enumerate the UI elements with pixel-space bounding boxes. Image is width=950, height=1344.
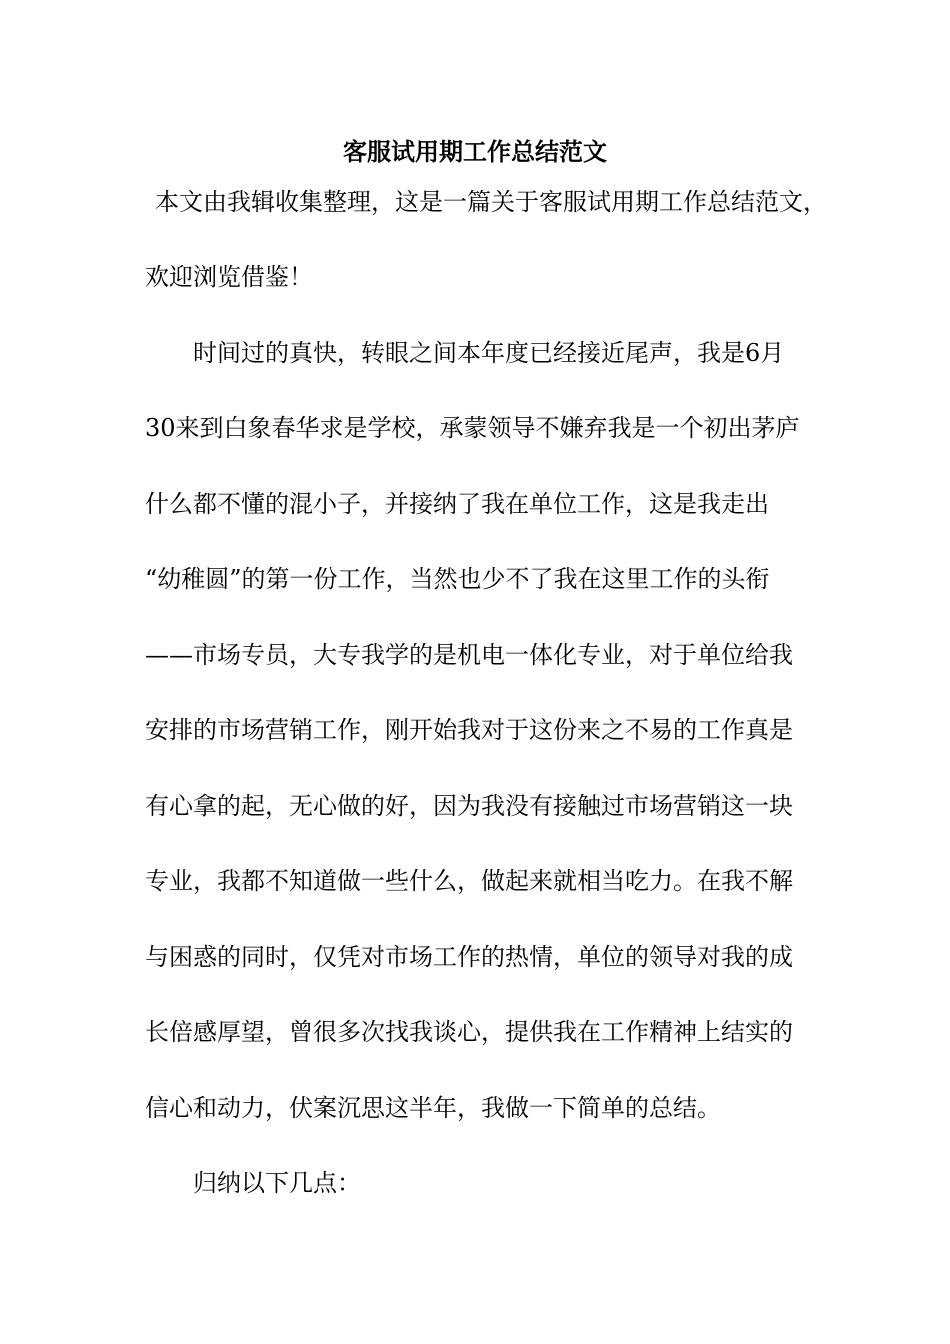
paragraph-line: 有心拿的起，无心做的好，因为我没有接触过市场营销这一块 <box>145 792 793 820</box>
paragraph-line: 时间过的真快，转眼之间本年度已经接近尾声，我是6月 <box>193 339 785 367</box>
paragraph-line: 本文由我辑收集整理，这是一篇关于客服试用期工作总结范文， <box>155 188 827 216</box>
document-title: 客服试用期工作总结范文 <box>343 137 607 166</box>
paragraph-line: 欢迎浏览借鉴！ <box>145 263 313 291</box>
paragraph-line: 与困惑的同时，仅凭对市场工作的热情，单位的领导对我的成 <box>145 943 793 971</box>
paragraph-line: ——市场专员，大专我学的是机电一体化专业，对于单位给我 <box>145 641 793 669</box>
paragraph-line: 安排的市场营销工作，刚开始我对于这份来之不易的工作真是 <box>145 716 793 744</box>
paragraph-line: 归纳以下几点： <box>193 1169 361 1197</box>
paragraph-line: 专业，我都不知道做一些什么，做起来就相当吃力。在我不解 <box>145 867 793 895</box>
paragraph-line: 30来到白象春华求是学校，承蒙领导不嫌弃我是一个初出茅庐 <box>145 414 800 442</box>
paragraph-line: 什么都不懂的混小子，并接纳了我在单位工作，这是我走出 <box>145 490 769 518</box>
paragraph-line: 长倍感厚望，曾很多次找我谈心，提供我在工作精神上结实的 <box>145 1018 793 1046</box>
paragraph-line: “幼稚圆”的第一份工作，当然也少不了我在这里工作的头衔 <box>145 565 770 593</box>
paragraph-line: 信心和动力，伏案沉思这半年，我做一下简单的总结。 <box>145 1094 721 1122</box>
